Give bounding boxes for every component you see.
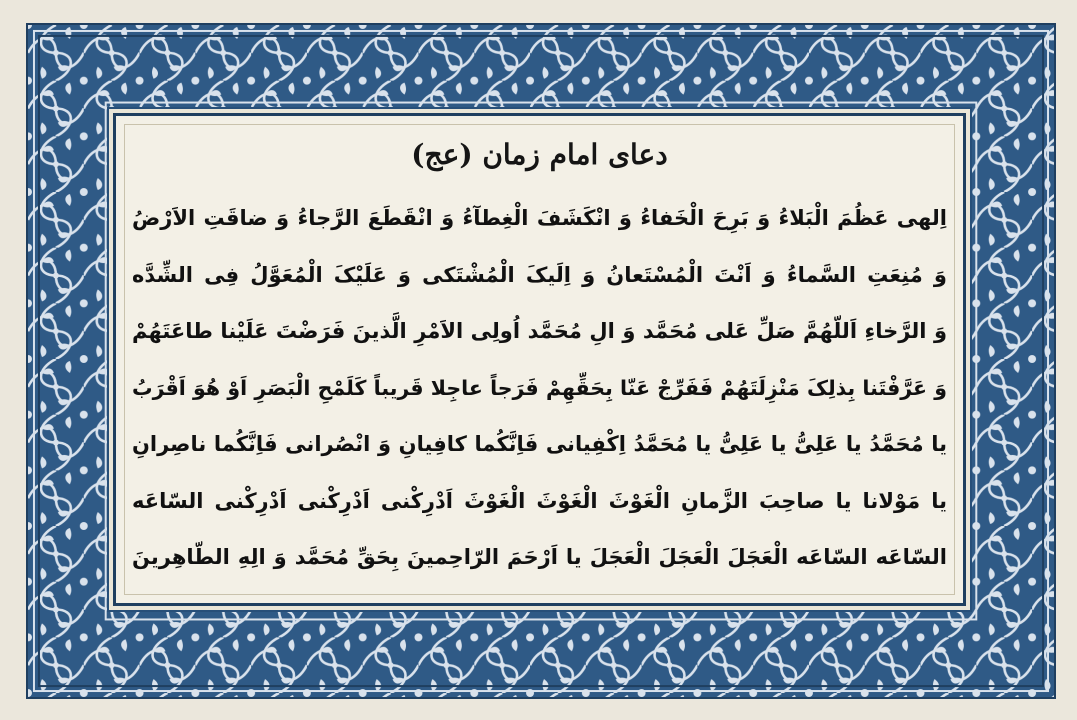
page-title: دعای امام زمان (عج) <box>411 138 668 171</box>
text-line-4: وَ عَرَّفْتَنا بِذلِکَ مَنْزِلَتَهُمْ فَفَرِّجْ عَنّا بِحَقِّهِمْ فَرَجاً عاجِلا قَریباً کَلَمْحِ الْبَصَرِ اَوْ هُوَ اَقْرَبُ <box>132 375 947 400</box>
text-line-7: السّاعَه السّاعَه الْعَجَلَ الْعَجَلَ الْعَجَلَ یا اَرْحَمَ الرّاحِمینَ بِحَقِّ مُحَمَّد وَ الِهِ الطّاهِرینَ <box>132 545 947 569</box>
text-line-5: یا مُحَمَّدُ یا عَلِیُّ یا عَلِیُّ یا مُحَمَّدُ اِکْفِیانی فَاِنَّکُما کافِیانِ وَ انْصُرانی فَاِنَّکُما ناصِرانِ <box>132 432 947 456</box>
text-line-1: اِلهی عَظُمَ الْبَلاءُ وَ بَرِحَ الْخَفاءُ وَ انْکَشَفَ الْغِطآءُ وَ انْقَطَعَ الرَّجاءُ وَ ضاقَتِ الاَرْضُ <box>132 206 947 230</box>
text-panel <box>113 113 966 606</box>
text-line-6: یا مَوْلانا یا صاحِبَ الزَّمانِ الْغَوْثَ الْغَوْثَ الْغَوْثَ اَدْرِکْنی اَدْرِکْنی اَدْرِکْنی السّاعَه <box>132 488 947 513</box>
text-line-2: وَ مُنِعَتِ السَّماءُ وَ اَنْتَ الْمُسْتَعانُ وَ اِلَیکَ الْمُشْتَکی وَ عَلَیْکَ الْمُعَوَّلُ فِی الشِّدَّه <box>132 262 947 287</box>
text-line-3: وَ الرَّخاءِ اَللّهُمَّ صَلِّ عَلی مُحَمَّد وَ الِ مُحَمَّد اُولِی الاَمْرِ الَّذینَ فَرَضْتَ عَلَیْنا طاعَتَهُمْ <box>132 319 947 343</box>
prayer-text <box>132 198 947 594</box>
